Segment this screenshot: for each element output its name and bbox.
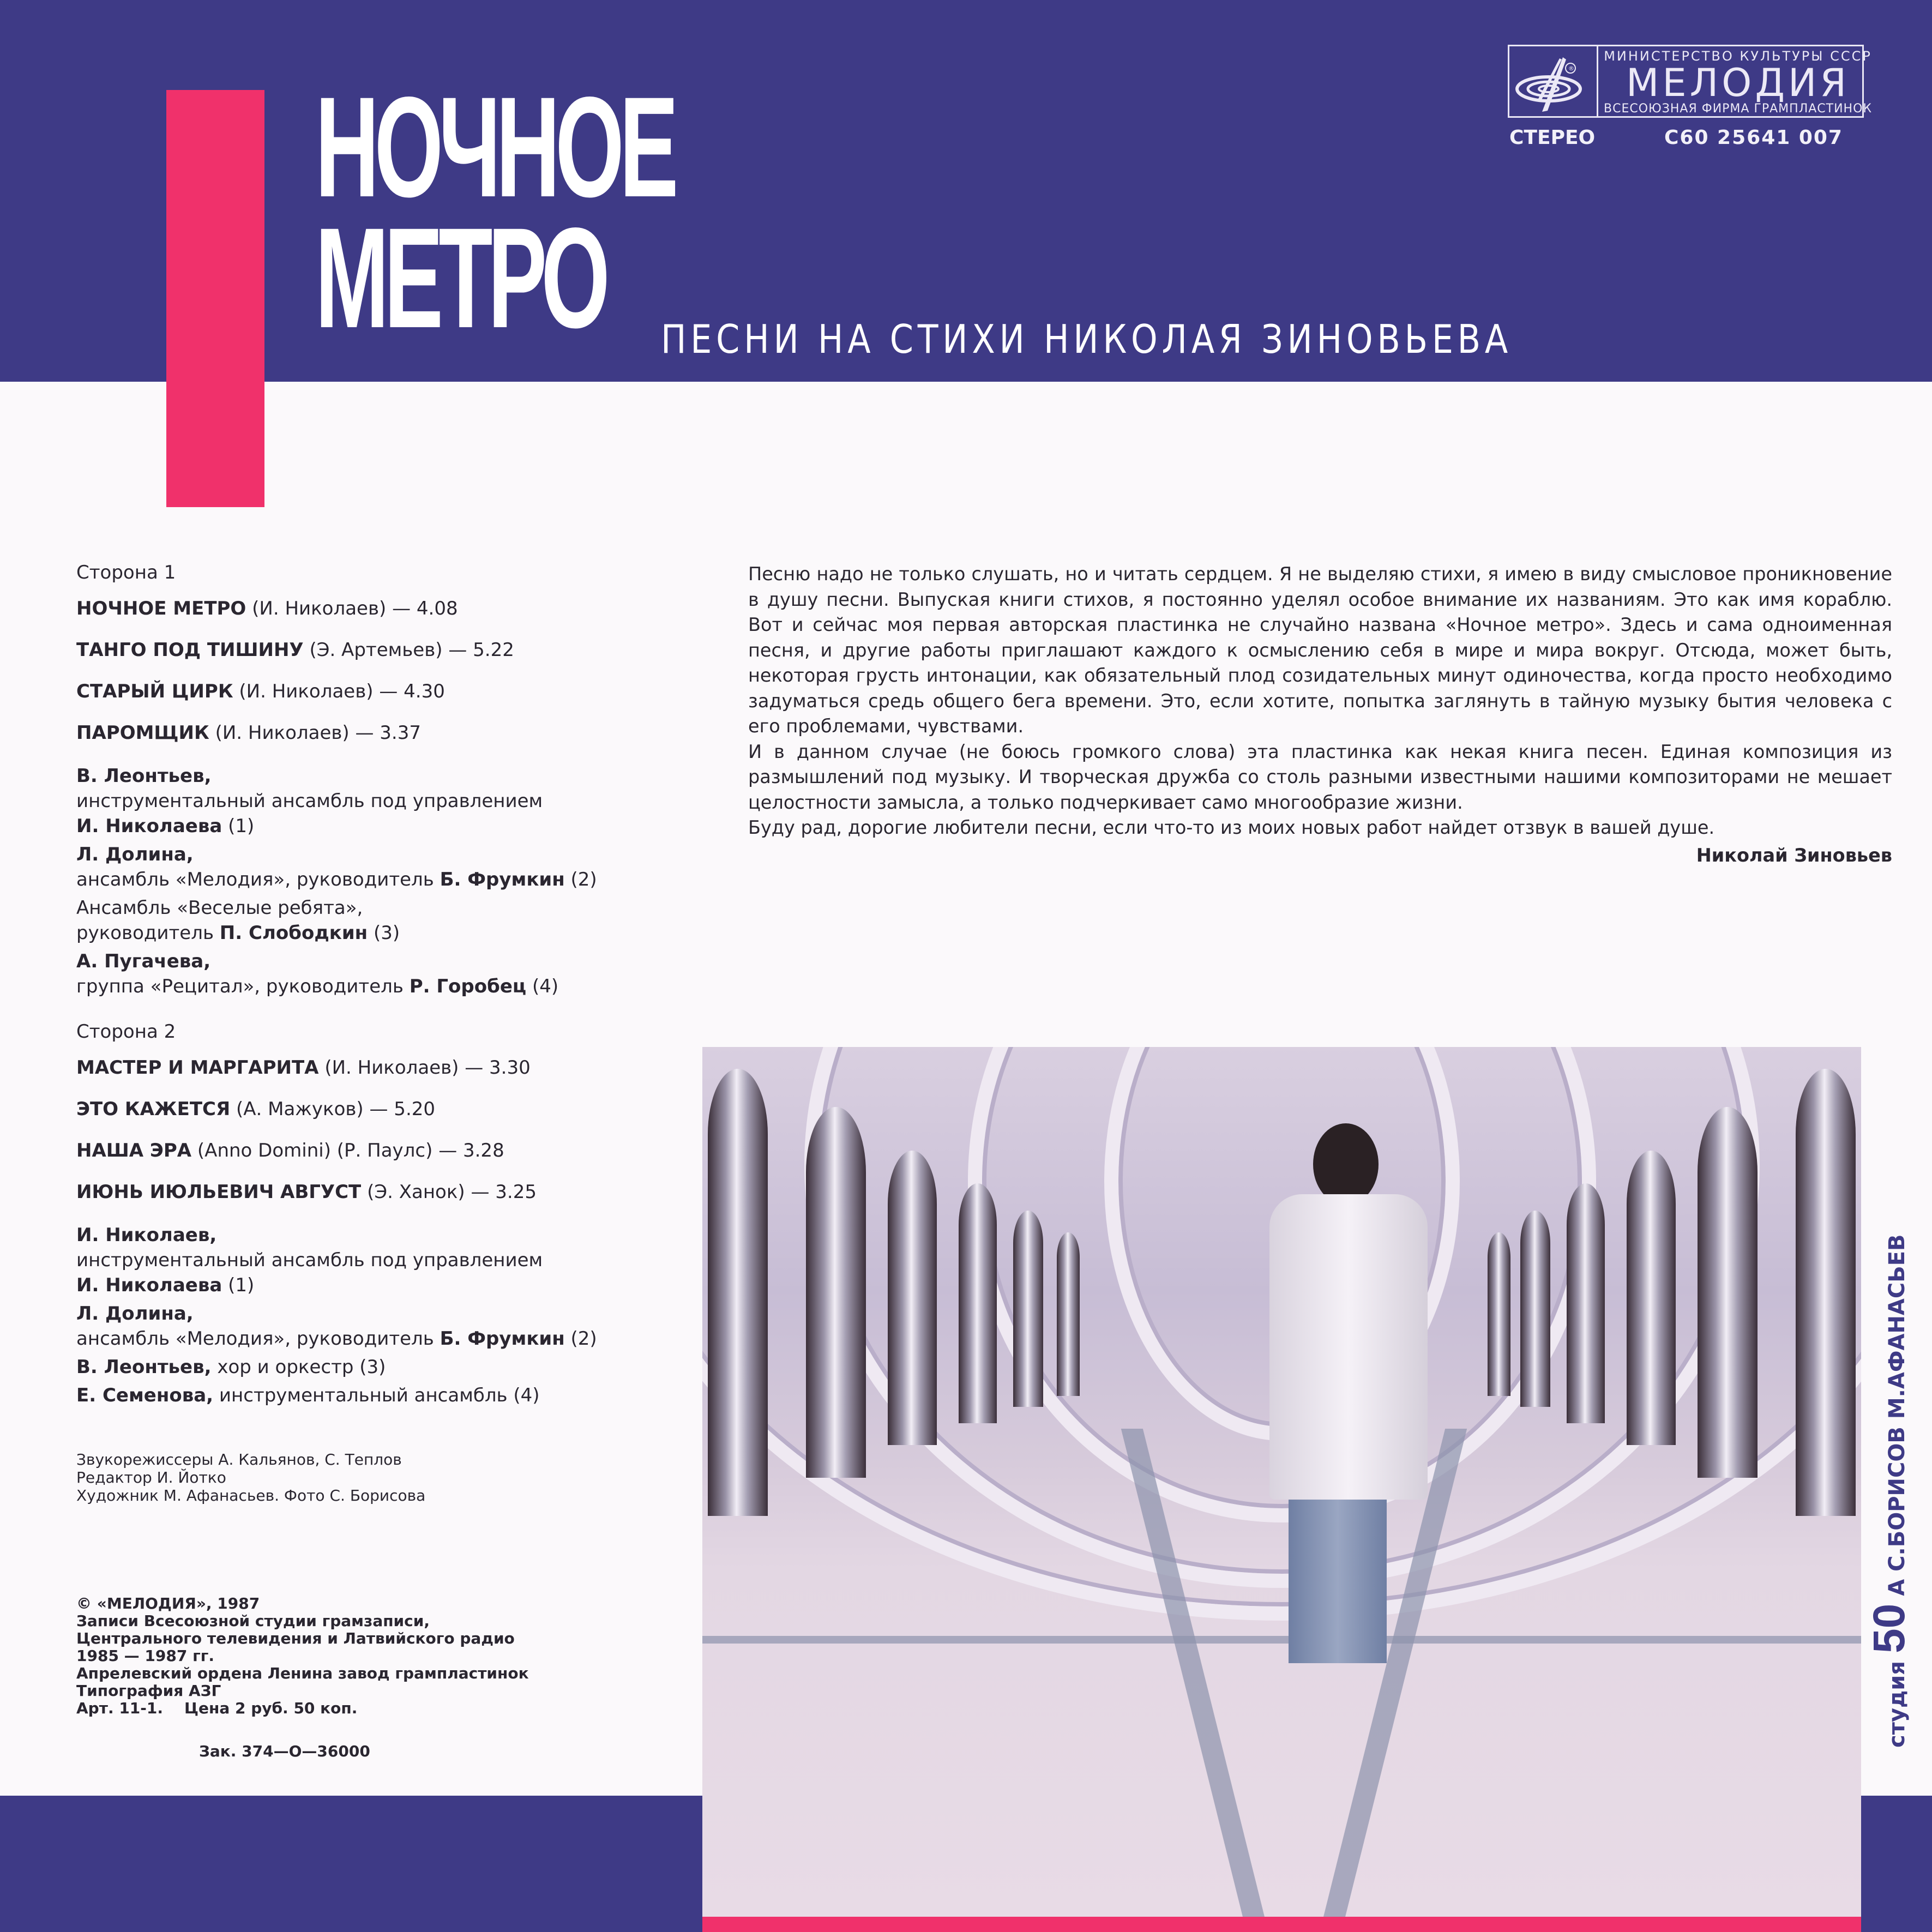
ministry-line: МИНИСТЕРСТВО КУЛЬТУРЫ СССР (1604, 49, 1872, 64)
person-head (1313, 1123, 1379, 1205)
column (1520, 1211, 1550, 1407)
side1-label: Сторона 1 (76, 562, 176, 583)
performer-credit: В. Леонтьев, хор и оркестр (3) (76, 1356, 386, 1378)
column (1698, 1107, 1758, 1478)
person-jeans (1289, 1500, 1387, 1663)
author-signature: Николай Зиновьев (1696, 844, 1892, 866)
liner-paragraph: И в данном случае (не боюсь громкого слова) эта пластинка как некая книга песен. Единая композиция из размышлений под музыку. И творческая дружба со столь разными известными нашими композиторами не мешает целостности замысла, а только подчеркивает само многообразие жизни. (748, 741, 1892, 813)
catalog-number: С60 25641 007 (1664, 127, 1843, 149)
column (888, 1151, 937, 1445)
legal-line: Типография АЗГ (76, 1682, 221, 1700)
tracklist (76, 562, 703, 1430)
liner-paragraph: Буду рад, дорогие любители песни, если что-то из моих новых работ найдет отзвук в вашей душе. (748, 817, 1715, 838)
floor-stripe (702, 1636, 1861, 1644)
performer-credit: Е. Семенова, инструментальный ансамбль (4) (76, 1385, 540, 1406)
svg-text:®: ® (1568, 65, 1574, 72)
track-item: ПАРОМЩИК (И. Николаев) — 3.37 (76, 722, 421, 744)
staff-line: Звукорежиссеры А. Кальянов, С. Теплов (76, 1450, 402, 1468)
album-title (315, 67, 674, 358)
studio-number: 50 (1864, 1603, 1914, 1654)
melodiya-emblem-icon (1509, 46, 1598, 116)
pink-accent-bar (166, 90, 264, 507)
metro-station-photo (702, 1047, 1861, 1917)
legal-line: Апрелевский ордена Ленина завод грампластинок (76, 1664, 529, 1682)
performer-credit: Л. Долина, ансамбль «Мелодия», руководитель Б. Фрумкин (2) (76, 844, 597, 890)
company-line: ВСЕСОЮЗНАЯ ФИРМА ГРАМПЛАСТИНОК (1604, 102, 1873, 116)
track-item: ТАНГО ПОД ТИШИНУ (Э. Артемьев) — 5.22 (76, 639, 514, 661)
legal-line: Арт. 11-1. Цена 2 руб. 50 коп. (76, 1699, 358, 1717)
side2-label: Сторона 2 (76, 1021, 176, 1043)
melodiya-logo (1508, 45, 1873, 118)
track-item: СТАРЫЙ ЦИРК (И. Николаев) — 4.30 (76, 681, 445, 702)
column (1013, 1211, 1043, 1407)
track-item: ИЮНЬ ИЮЛЬЕВИЧ АВГУСТ (Э. Ханок) — 3.25 (76, 1181, 537, 1203)
track-item: НАША ЭРА (Anno Domini) (Р. Паулс) — 3.28 (76, 1140, 504, 1161)
side2-performers (76, 1223, 703, 1408)
performer-credit: Ансамбль «Веселые ребята», руководитель П. Слободкин (3) (76, 897, 400, 944)
photographer-credit: С.БОРИСОВ (1885, 1427, 1910, 1572)
performer-credit: В. Леонтьев, инструментальный ансамбль под управлением И. Николаева (1) (76, 765, 543, 837)
column (708, 1069, 768, 1516)
brand-name: МЕЛОДИЯ (1626, 61, 1850, 105)
legal-info (76, 1595, 529, 1717)
performer-credit: И. Николаев, инструментальный ансамбль под управлением И. Николаева (1) (76, 1224, 543, 1296)
album-subtitle: ПЕСНИ НА СТИХИ НИКОЛАЯ ЗИНОВЬЕВА (661, 316, 1513, 362)
side1-performers (76, 763, 703, 999)
column (959, 1183, 997, 1423)
liner-paragraph: Песню надо не только слушать, но и читать сердцем. Я не выделяю стихи, я имею в виду смысловое проникновение в душу песни. Выпуская книги стихов, я постоянно уделял особое внимание их названиям. Это как имя кораблю. Вот и сейчас моя первая авторская пластинка не случайно названа «Ночное метро». Здесь и сама одноименная песня, и другие работы приглашают каждого к осмыслению себя в мире и мира вокруг. Отсюда, может быть, некоторая грусть интонации, как обязательный плод созидательных минут одиночества, когда просто необходимо задуматься средь общего бега времени. Это, если хотите, попытка заглянуть в тайную музыку бытия человека с его проблемами, чувствами. (748, 563, 1892, 737)
person-white-coat (1269, 1194, 1428, 1500)
column (1627, 1151, 1676, 1445)
studio-suffix: А (1885, 1579, 1910, 1596)
melodiya-logo-text (1598, 46, 1877, 116)
production-staff (76, 1450, 425, 1504)
performer-credit: Л. Долина, ансамбль «Мелодия», руководитель Б. Фрумкин (2) (76, 1303, 597, 1350)
legal-line: © «МЕЛОДИЯ», 1987 (76, 1594, 260, 1612)
staff-line: Редактор И. Йотко (76, 1468, 226, 1486)
liner-notes (748, 562, 1892, 868)
pink-bottom-strip (702, 1917, 1861, 1932)
album-title-line2: МЕТРО (315, 198, 606, 358)
column (806, 1107, 866, 1478)
legal-line: Записи Всесоюзной студии грамзаписи, (76, 1612, 430, 1630)
track-item: МАСТЕР И МАРГАРИТА (И. Николаев) — 3.30 (76, 1057, 531, 1079)
staff-line: Художник М. Афанасьев. Фото С. Борисова (76, 1486, 426, 1504)
album-title-line1: НОЧНОЕ (315, 67, 674, 227)
performer-credit: А. Пугачева, группа «Рецитал», руководитель Р. Горобец (4) (76, 950, 559, 997)
legal-line: Центрального телевидения и Латвийского радио (76, 1629, 515, 1647)
column (1796, 1069, 1856, 1516)
studio-label: студия (1885, 1661, 1910, 1748)
column (1057, 1232, 1080, 1396)
order-number: Зак. 374—О—36000 (199, 1742, 370, 1760)
artist-credit: М.АФАНАСЬЕВ (1885, 1234, 1910, 1419)
track-item: НОЧНОЕ МЕТРО (И. Николаев) — 4.08 (76, 598, 458, 619)
legal-line: 1985 — 1987 гг. (76, 1647, 214, 1665)
studio-credit (1864, 1234, 1932, 1748)
format-label: СТЕРЕО (1509, 127, 1596, 149)
column (1567, 1183, 1605, 1423)
column (1488, 1232, 1510, 1396)
track-item: ЭТО КАЖЕТСЯ (А. Мажуков) — 5.20 (76, 1098, 436, 1120)
